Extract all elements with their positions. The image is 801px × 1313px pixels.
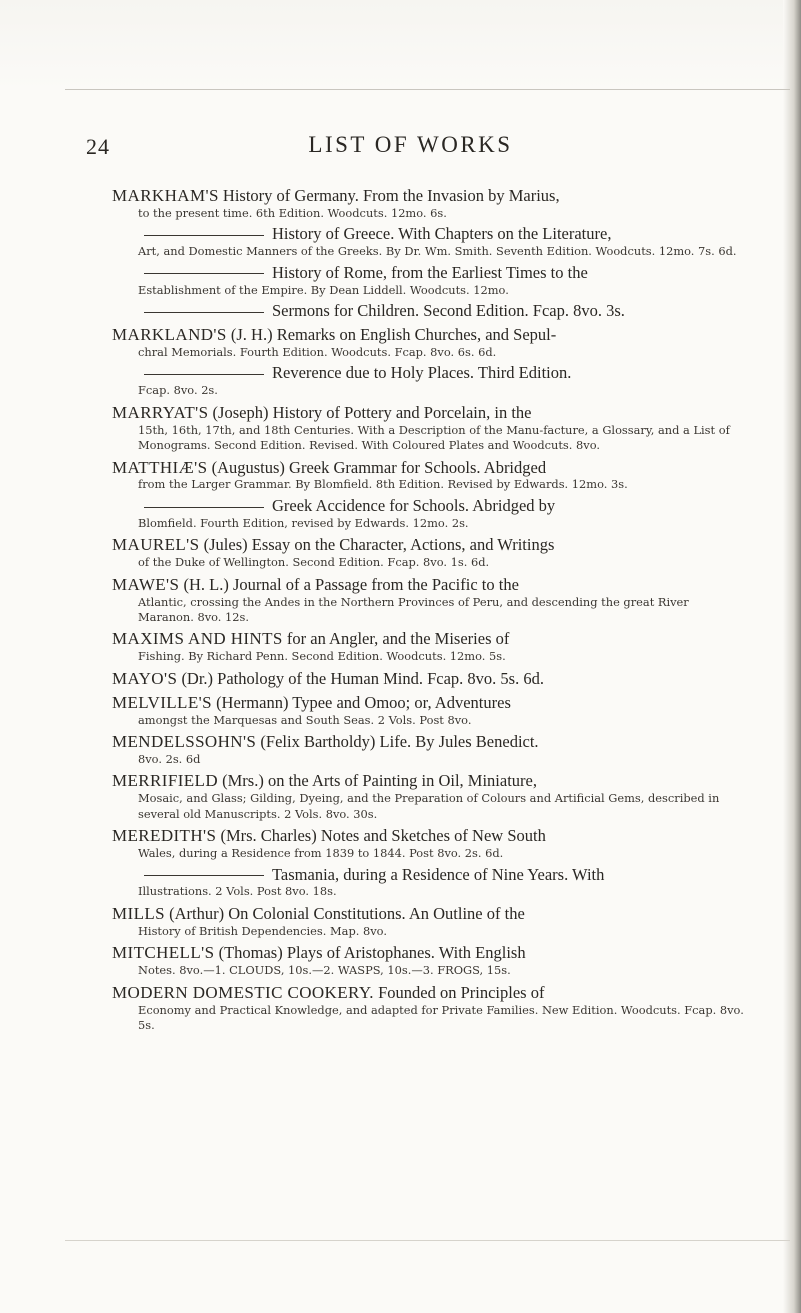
entry-author: MODERN DOMESTIC COOKERY. bbox=[112, 982, 374, 1002]
entry-details: from the Larger Grammar. By Blomfield. 8th Edition. Revised by Edwards. 12mo. 3s. bbox=[138, 477, 628, 492]
entry-details: Fcap. 8vo. 2s. bbox=[138, 383, 218, 398]
entry-details: Mosaic, and Glass; Gilding, Dyeing, and the Preparation of Colours and Artificial Gems, described in several old Manuscripts. 2 Vols. 8vo. 30s. bbox=[138, 791, 720, 821]
catalogue-entry bbox=[112, 186, 747, 221]
catalogue-entry bbox=[112, 771, 747, 822]
entry-title: (Mrs.) on the Arts of Painting in Oil, Miniature, bbox=[218, 771, 537, 791]
entry-author: MERRIFIELD bbox=[112, 771, 218, 791]
ditto-rule bbox=[144, 312, 264, 313]
entry-author: MEREDITH'S bbox=[112, 826, 217, 846]
entry-title: (Augustus) Greek Grammar for Schools. Abridged bbox=[207, 457, 547, 477]
entry-title: (Hermann) Typee and Omoo; or, Adventures bbox=[211, 692, 511, 712]
entry-heading-line bbox=[112, 575, 747, 595]
entry-title: History of Germany. From the Invasion by Marius, bbox=[218, 186, 560, 205]
book-gutter-shadow bbox=[783, 0, 801, 1313]
entry-title: (Dr.) Pathology of the Human Mind. Fcap. 8vo. 5s. 6d. bbox=[177, 668, 544, 688]
catalogue-entry bbox=[112, 302, 747, 321]
page-border-top bbox=[65, 89, 790, 90]
entry-heading-line bbox=[112, 302, 747, 321]
entry-heading-line bbox=[112, 826, 747, 846]
entry-title: History of Greece. With Chapters on the Literature, bbox=[272, 224, 612, 244]
entry-heading-line bbox=[112, 983, 747, 1003]
entry-heading-line bbox=[112, 497, 747, 516]
entry-heading-line bbox=[112, 225, 747, 244]
entry-heading-line bbox=[112, 535, 747, 555]
entry-details: Notes. 8vo.—1. CLOUDS, 10s.—2. WASPS, 10s.—3. FROGS, 15s. bbox=[138, 963, 511, 978]
entry-title: (J. H.) Remarks on English Churches, and Sepul- bbox=[226, 325, 557, 345]
page-number: 24 bbox=[86, 134, 110, 159]
entry-title: (Felix Bartholdy) Life. By Jules Benedict. bbox=[256, 732, 539, 752]
entry-author: MATTHIÆ'S bbox=[112, 457, 208, 477]
catalogue-entry bbox=[112, 904, 747, 939]
entry-title: (Mrs. Charles) Notes and Sketches of New South bbox=[216, 826, 546, 846]
entry-details: Wales, during a Residence from 1839 to 1844. Post 8vo. 2s. 6d. bbox=[138, 846, 504, 861]
catalogue-entry bbox=[112, 535, 747, 570]
entry-details: chral Memorials. Fourth Edition. Woodcuts. Fcap. 8vo. 6s. 6d. bbox=[138, 345, 497, 360]
entry-title: Tasmania, during a Residence of Nine Years. With bbox=[272, 864, 605, 884]
ditto-rule bbox=[144, 875, 264, 876]
entry-details: Fishing. By Richard Penn. Second Edition. Woodcuts. 12mo. 5s. bbox=[138, 649, 506, 664]
entry-details: Atlantic, crossing the Andes in the Northern Provinces of Peru, and descending the great River Maranon. 8vo. 12s. bbox=[138, 594, 689, 624]
entry-heading-line bbox=[112, 771, 747, 791]
entry-heading-line bbox=[112, 943, 747, 963]
entry-author: MARRYAT'S bbox=[112, 402, 209, 422]
ditto-rule bbox=[144, 273, 264, 274]
entry-title: for an Angler, and the Miseries of bbox=[282, 629, 510, 649]
entry-author: MAYO'S bbox=[112, 668, 178, 688]
entry-heading-line bbox=[112, 186, 747, 206]
entry-details: Economy and Practical Knowledge, and adapted for Private Families. New Edition. Woodcuts. Fcap. 8vo. 5s. bbox=[138, 1002, 744, 1032]
entry-author: MAWE'S bbox=[112, 574, 180, 594]
catalogue-entry bbox=[112, 458, 747, 493]
entry-author: MARKHAM'S bbox=[112, 186, 219, 205]
entry-author: MENDELSSOHN'S bbox=[112, 732, 257, 752]
entry-title: (H. L.) Journal of a Passage from the Pacific to the bbox=[179, 574, 519, 594]
catalogue-entry bbox=[112, 693, 747, 728]
running-header bbox=[0, 132, 801, 162]
entry-heading-line bbox=[112, 325, 747, 345]
page-border-bottom bbox=[65, 1240, 790, 1241]
entry-title: Reverence due to Holy Places. Third Edition. bbox=[272, 363, 572, 383]
catalogue-entry bbox=[112, 575, 747, 626]
entry-heading-line bbox=[112, 693, 747, 713]
entry-author: MILLS bbox=[112, 903, 165, 923]
catalogue-entry bbox=[112, 497, 747, 531]
entry-title: Founded on Principles of bbox=[373, 982, 545, 1002]
entry-details: History of British Dependencies. Map. 8vo. bbox=[138, 923, 387, 938]
entry-heading-line bbox=[112, 403, 747, 423]
catalogue-entry bbox=[112, 364, 747, 398]
entry-details: 8vo. 2s. 6d bbox=[138, 752, 201, 766]
ditto-rule bbox=[144, 374, 264, 375]
catalogue-entry bbox=[112, 983, 747, 1034]
entry-author: MITCHELL'S bbox=[112, 943, 215, 963]
entry-title: (Arthur) On Colonial Constitutions. An Outline of the bbox=[165, 903, 525, 923]
entry-heading-line bbox=[112, 669, 747, 689]
catalogue-entries bbox=[112, 186, 747, 1037]
entry-heading-line bbox=[112, 629, 747, 649]
catalogue-entry bbox=[112, 225, 747, 259]
entry-title: History of Rome, from the Earliest Times to the bbox=[272, 262, 588, 282]
entry-heading-line bbox=[112, 866, 747, 885]
entry-title: (Jules) Essay on the Character, Actions, and Writings bbox=[199, 535, 555, 555]
entry-title: (Thomas) Plays of Aristophanes. With English bbox=[214, 943, 526, 963]
entry-author: MAXIMS AND HINTS bbox=[112, 629, 283, 649]
entry-details: to the present time. 6th Edition. Woodcuts. 12mo. 6s. bbox=[138, 205, 447, 220]
entry-details: Blomfield. Fourth Edition, revised by Edwards. 12mo. 2s. bbox=[138, 515, 469, 530]
entry-details: Establishment of the Empire. By Dean Liddell. Woodcuts. 12mo. bbox=[138, 282, 509, 297]
entry-title: Sermons for Children. Second Edition. Fcap. 8vo. 3s. bbox=[272, 301, 625, 321]
entry-author: MARKLAND'S bbox=[112, 325, 227, 345]
entry-details: amongst the Marquesas and South Seas. 2 Vols. Post 8vo. bbox=[138, 712, 472, 727]
entry-heading-line bbox=[112, 364, 747, 383]
entry-author: MAUREL'S bbox=[112, 535, 200, 555]
page-top-edge bbox=[0, 0, 801, 90]
entry-heading-line bbox=[112, 904, 747, 924]
catalogue-entry bbox=[112, 866, 747, 900]
page-title: LIST OF WORKS bbox=[308, 132, 513, 157]
catalogue-entry bbox=[112, 325, 747, 360]
entry-heading-line bbox=[112, 458, 747, 478]
catalogue-entry bbox=[112, 943, 747, 978]
catalogue-entry bbox=[112, 669, 747, 689]
ditto-rule bbox=[144, 507, 264, 508]
entry-details: Illustrations. 2 Vols. Post 8vo. 18s. bbox=[138, 884, 337, 899]
ditto-rule bbox=[144, 235, 264, 236]
entry-title: Greek Accidence for Schools. Abridged by bbox=[272, 495, 556, 515]
catalogue-entry bbox=[112, 826, 747, 861]
entry-details: Art, and Domestic Manners of the Greeks. By Dr. Wm. Smith. Seventh Edition. Woodcuts. 12mo. 7s. 6d. bbox=[138, 244, 737, 259]
entry-title: (Joseph) History of Pottery and Porcelain, in the bbox=[208, 402, 532, 422]
entry-author: MELVILLE'S bbox=[112, 692, 212, 712]
catalogue-entry bbox=[112, 732, 747, 767]
entry-heading-line bbox=[112, 264, 747, 283]
entry-details: of the Duke of Wellington. Second Edition. Fcap. 8vo. 1s. 6d. bbox=[138, 555, 490, 570]
entry-heading-line bbox=[112, 732, 747, 752]
entry-details: 15th, 16th, 17th, and 18th Centuries. With a Description of the Manu-facture, a Glossary, and a List of Monograms. Second Edition. Revised. With Coloured Plates and Woodcuts. 8vo. bbox=[138, 422, 730, 453]
catalogue-entry bbox=[112, 629, 747, 664]
catalogue-entry bbox=[112, 264, 747, 298]
catalogue-entry bbox=[112, 403, 747, 454]
